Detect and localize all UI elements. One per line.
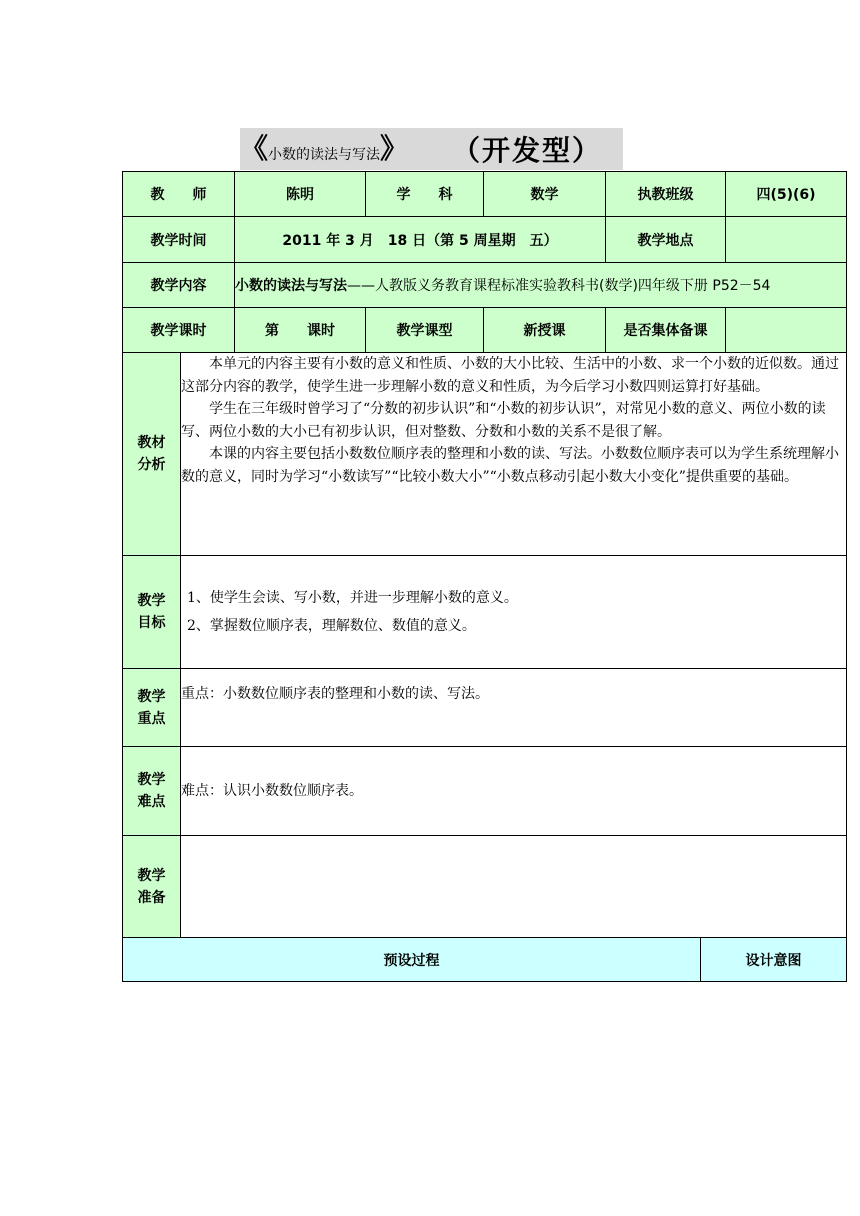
row-goals — [123, 556, 847, 669]
analysis-paragraph-3: 本课的内容主要包括小数数位顺序表的整理和小数的读、写法。小数数位顺序表可以为学生系统理解小数的意义，同时为学习“小数读写”“比较小数大小”“小数点移动引起小数大小变化”提供重要的基础。 — [181, 446, 839, 485]
document-title — [240, 128, 623, 170]
row-prep — [123, 836, 847, 938]
difficulty-text: 难点：认识小数数位顺序表。 — [181, 747, 847, 836]
analysis-paragraph-2: 学生在三年级时曾学习了“分数的初步认识”和“小数的初步认识”，对常见小数的意义、两位小数的读写、两位小数的大小已有初步认识，但对整数、分数和小数的关系不是很了解。 — [181, 401, 826, 440]
teacher-value: 陈明 — [235, 172, 366, 217]
place-value — [726, 217, 847, 263]
row-period — [123, 308, 847, 353]
teacher-label: 教 师 — [123, 172, 235, 217]
class-value: 四(5)(6) — [726, 172, 847, 217]
collective-label: 是否集体备课 — [606, 308, 726, 353]
lesson-type-value: 新授课 — [484, 308, 606, 353]
row-footer — [123, 938, 847, 982]
row-analysis — [123, 353, 847, 556]
prep-label: 教学 准备 — [123, 836, 181, 938]
time-label: 教学时间 — [123, 217, 235, 263]
collective-value — [726, 308, 847, 353]
title-open-bracket: 《 — [240, 132, 269, 165]
goals-text — [181, 556, 847, 669]
row-teacher — [123, 172, 847, 217]
prep-text — [181, 836, 847, 938]
row-key — [123, 669, 847, 747]
key-text: 重点：小数数位顺序表的整理和小数的读、写法。 — [181, 669, 847, 747]
lesson-plan-table — [122, 171, 847, 982]
content-title: 小数的读法与写法 — [235, 278, 347, 294]
process-header: 预设过程 — [123, 938, 701, 982]
title-close-bracket: 》 — [380, 132, 409, 165]
intent-header: 设计意图 — [701, 938, 847, 982]
goals-label: 教学 目标 — [123, 556, 181, 669]
goal-item-2: 2、掌握数位顺序表，理解数位、数值的意义。 — [187, 618, 476, 634]
period-label: 教学课时 — [123, 308, 235, 353]
period-value: 第 课时 — [235, 308, 366, 353]
subject-value: 数学 — [484, 172, 606, 217]
lesson-type-label: 教学课型 — [366, 308, 484, 353]
content-value — [235, 263, 847, 308]
row-content — [123, 263, 847, 308]
class-label: 执教班级 — [606, 172, 726, 217]
time-value: 2011 年 3 月 18 日（第 5 周星期 五） — [235, 217, 606, 263]
key-label: 教学 重点 — [123, 669, 181, 747]
row-difficulty — [123, 747, 847, 836]
analysis-paragraph-1: 本单元的内容主要有小数的意义和性质、小数的大小比较、生活中的小数、求一个小数的近似数。通过这部分内容的教学，使学生进一步理解小数的意义和性质，为今后学习小数四则运算打好基础。 — [181, 356, 839, 395]
difficulty-label: 教学 难点 — [123, 747, 181, 836]
content-label: 教学内容 — [123, 263, 235, 308]
subject-label: 学 科 — [366, 172, 484, 217]
analysis-text — [181, 353, 847, 556]
title-lesson-name: 小数的读法与写法 — [268, 147, 381, 163]
place-label: 教学地点 — [606, 217, 726, 263]
analysis-label: 教材 分析 — [123, 353, 181, 556]
content-rest: ——人教版义务教育课程标准实验教科书(数学)四年级下册 P52－54 — [347, 278, 771, 294]
title-lesson-type: （开发型） — [452, 134, 603, 167]
goal-item-1: 1、使学生会读、写小数，并进一步理解小数的意义。 — [187, 590, 518, 606]
row-time — [123, 217, 847, 263]
